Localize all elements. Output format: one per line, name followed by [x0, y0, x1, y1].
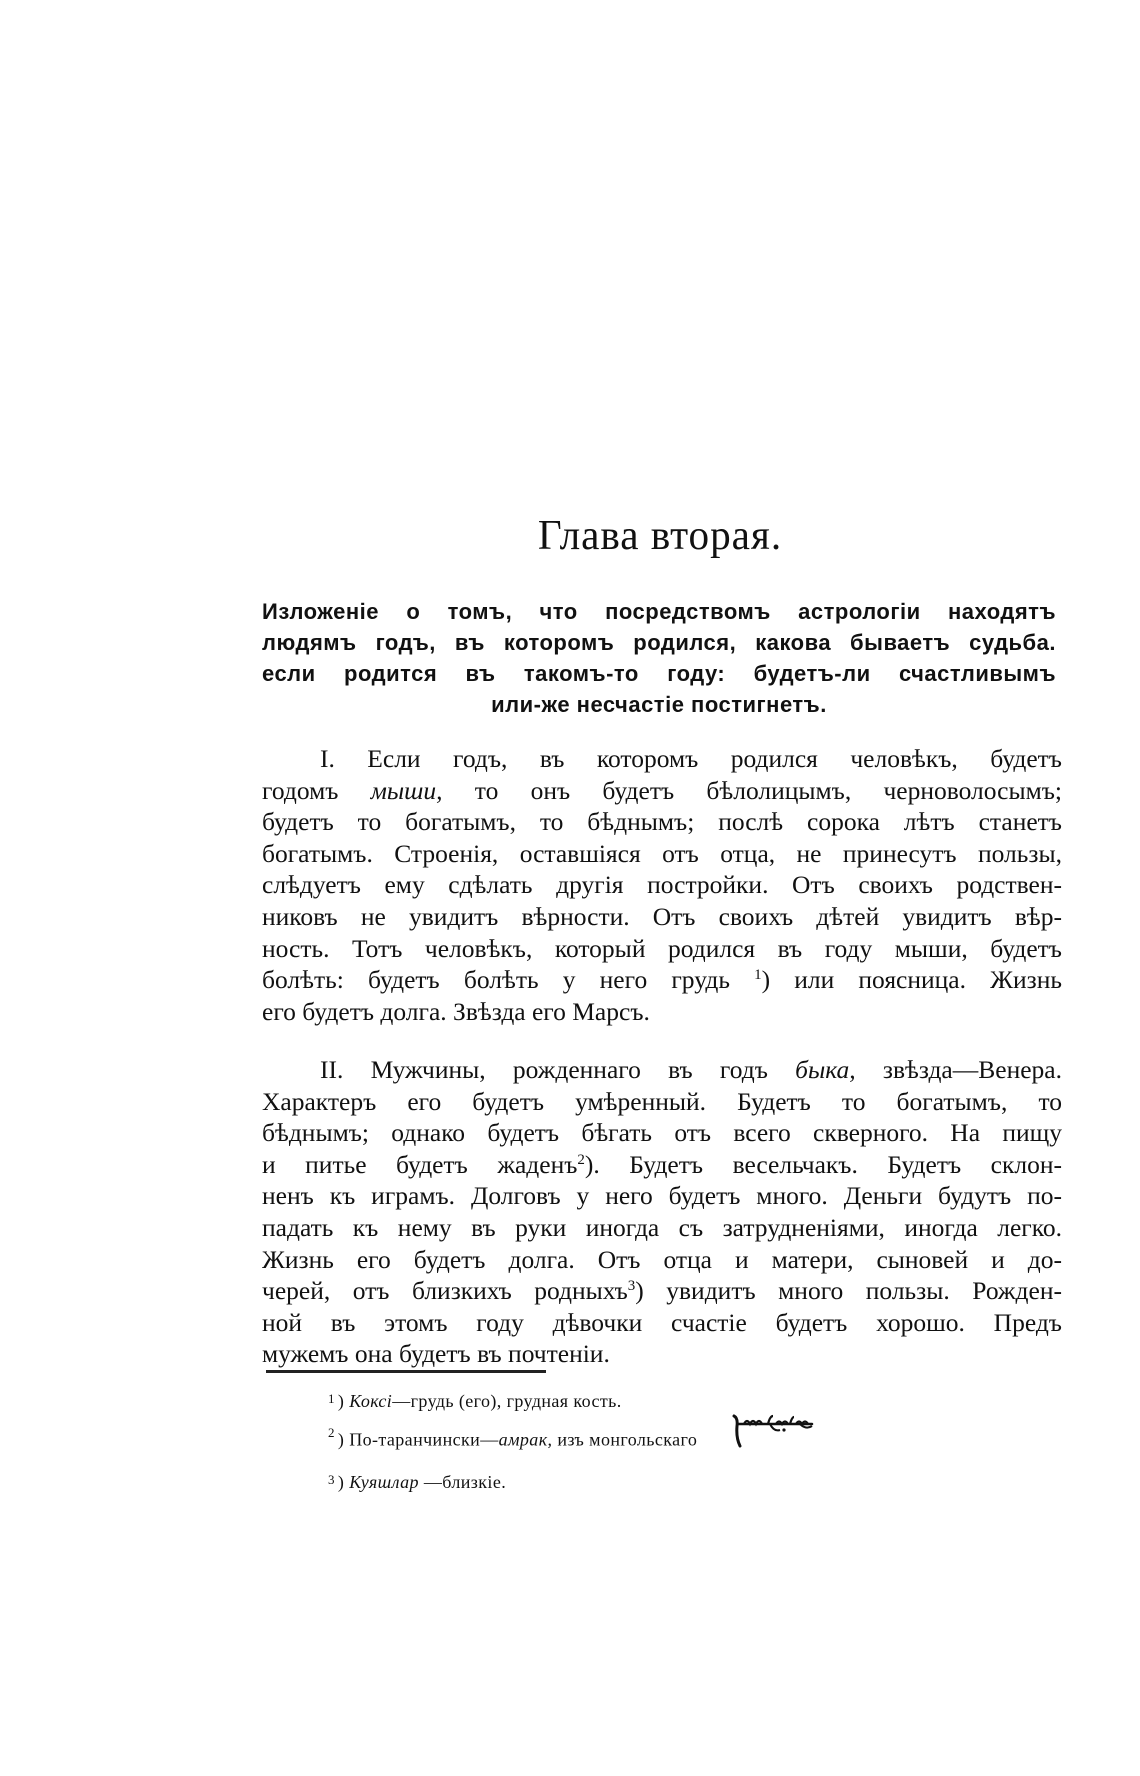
text-line: бѣднымъ; однако будетъ бѣгать отъ всего скверного. На пищу [262, 1118, 1062, 1148]
text-run: ). Будетъ весельчакъ. Будетъ склон- [584, 1149, 1062, 1179]
paragraph-year-of-ox [262, 1054, 1062, 1370]
text-run: ) увидитъ много пользы. Рожден- [635, 1276, 1062, 1306]
subtitle-line: людямъ годъ, въ которомъ родился, какова бываетъ судьба. [262, 630, 1056, 655]
footnote-term: Коксі [349, 1391, 393, 1411]
footnote-paren: ) [337, 1472, 345, 1492]
footnote-ref-3: 3 [627, 1278, 636, 1295]
footnote-mark: 1 [328, 1391, 335, 1406]
text-run: болѣть: будетъ болѣть у него грудь [262, 965, 755, 995]
footnote-paren: ) [337, 1391, 345, 1411]
footnote-ref-2: 2 [577, 1151, 585, 1168]
text-line: ненъ къ играмъ. Долговъ у него будетъ много. Деньги будутъ по- [262, 1181, 1062, 1211]
subtitle-line: или-же несчастіе постигнетъ. [491, 692, 827, 717]
text-line [262, 1149, 1062, 1181]
text-line: Характеръ его будетъ умѣренный. Будетъ то богатымъ, то [262, 1086, 1062, 1116]
text-line: Жизнь его будетъ долга. Отъ отца и матери, сыновей и до- [262, 1244, 1062, 1274]
text-run: годомъ [262, 775, 371, 805]
text-line: будетъ то богатымъ, то бѣднымъ; послѣ сорока лѣтъ станетъ [262, 807, 1062, 837]
footnote-mark: 2 [328, 1425, 335, 1440]
text-line [262, 775, 1062, 807]
subtitle-line: Изложеніе о томъ, что посредствомъ астрологіи находятъ [262, 599, 1056, 624]
text-line: I. Если годъ, въ которомъ родился человѣкъ, будетъ [320, 744, 1062, 773]
footnote-text: изъ монгольскаго [552, 1429, 698, 1450]
text-line: ной въ этомъ году дѣвочки счастіе будетъ хорошо. Предъ [262, 1307, 1062, 1337]
footnote-2 [328, 1418, 1028, 1465]
text-run: и питье будетъ жаденъ [262, 1149, 578, 1179]
paragraph-year-of-mouse [262, 743, 1062, 1027]
italic-term-ox: быка, [795, 1055, 856, 1084]
chapter-title: Глава вторая. [537, 513, 783, 559]
footnote-prefix: По-таранчински— [349, 1429, 499, 1450]
text-run: то онъ будетъ бѣлолицымъ, черноволосымъ; [442, 775, 1062, 805]
text-line: мужемъ она будетъ въ почтеніи. [262, 1339, 610, 1369]
footnote-term: Куяшлар [349, 1472, 419, 1492]
text-line [262, 1054, 1062, 1086]
footnote-1 [328, 1384, 1028, 1418]
text-line: ность. Тотъ человѣкъ, который родился въ году мыши, будетъ [262, 933, 1062, 963]
text-line [262, 964, 1062, 996]
footnotes [328, 1384, 1028, 1499]
footnote-divider [266, 1370, 546, 1373]
footnote-3 [328, 1465, 1028, 1499]
text-line: слѣдуетъ ему сдѣлать другія постройки. Отъ своихъ родствен- [262, 870, 1062, 900]
text-line: его будетъ долга. Звѣзда его Марсъ. [262, 996, 650, 1026]
footnote-text: —грудь (его), грудная кость. [392, 1391, 622, 1411]
text-run: II. Мужчины, рожденнаго въ годъ [320, 1055, 796, 1084]
text-run: ) или поясница. Жизнь [761, 965, 1062, 995]
mongolian-script-word-icon [730, 1412, 816, 1459]
subtitle-line: если родится въ такомъ-то году: будетъ-ли счастливымъ [262, 661, 1056, 686]
text-line: никовъ не увидитъ вѣрности. Отъ своихъ дѣтей увидитъ вѣр- [262, 901, 1062, 931]
footnote-mark: 3 [328, 1472, 335, 1487]
footnote-text: —близкіе. [418, 1472, 507, 1492]
italic-term-mouse: мыши, [370, 775, 443, 805]
footnote-ref-1: 1 [754, 967, 762, 984]
footnote-term: амрак, [498, 1429, 553, 1450]
footnote-paren: ) [337, 1429, 345, 1450]
text-line [262, 1275, 1062, 1307]
text-run: звѣзда—Венера. [855, 1055, 1062, 1084]
chapter-subtitle [262, 596, 1056, 720]
text-line: падать къ нему въ руки иногда съ затрудненіями, иногда легко. [262, 1212, 1062, 1242]
text-run: черей, отъ близкихъ родныхъ [262, 1276, 628, 1306]
text-line: богатымъ. Строенія, оставшіяся отъ отца, не принесутъ пользы, [262, 838, 1062, 868]
